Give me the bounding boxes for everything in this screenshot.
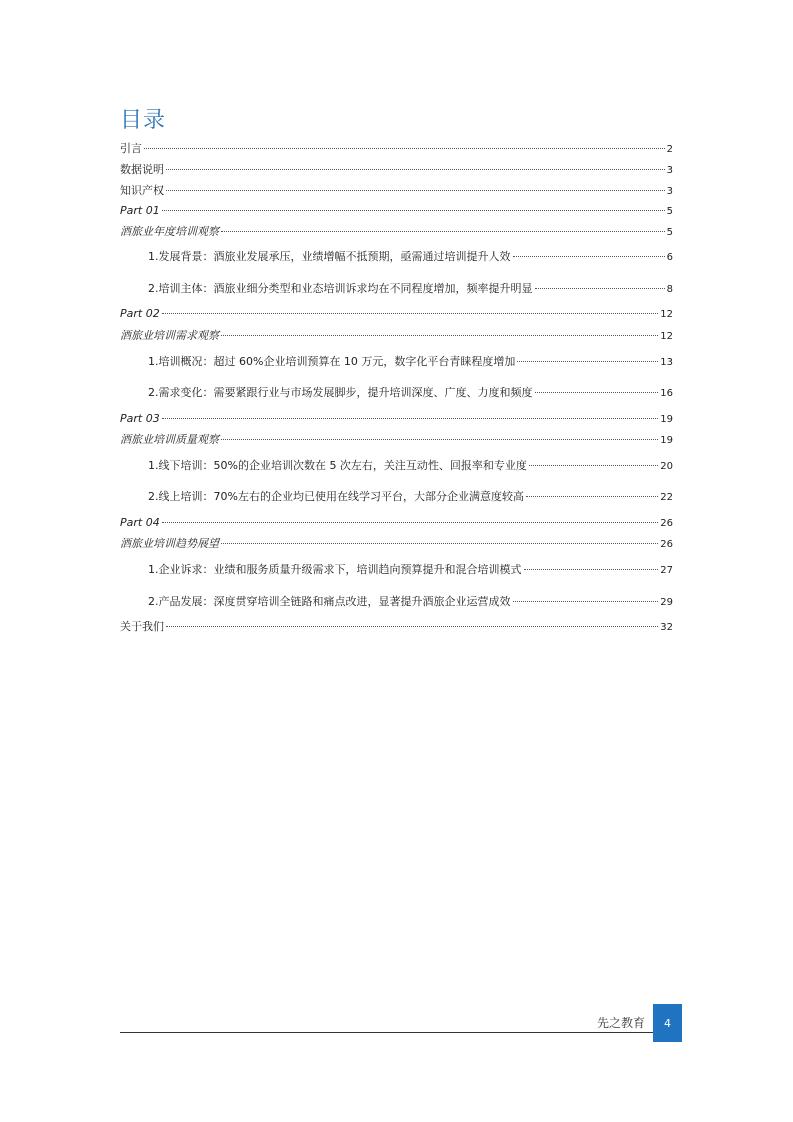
- toc-entry-page: 12: [660, 309, 673, 320]
- toc-entry-label: Part 01: [120, 204, 160, 217]
- dot-leader: [221, 543, 658, 544]
- toc-entry-section-3[interactable]: [120, 433, 673, 448]
- toc-entry-page: 5: [666, 206, 673, 217]
- toc-entry-label: 知识产权: [120, 184, 164, 197]
- toc-entry-1-1[interactable]: [148, 250, 673, 265]
- toc-entry-about-us[interactable]: [120, 620, 673, 635]
- toc-entry-3-2[interactable]: [148, 490, 673, 505]
- toc-entry-page: 3: [666, 186, 673, 197]
- toc-entry-data-notes[interactable]: [120, 163, 673, 178]
- toc-entry-label: 数据说明: [120, 163, 164, 176]
- toc-entry-section-4[interactable]: [120, 537, 673, 552]
- toc-entry-4-1[interactable]: [148, 563, 673, 578]
- dot-leader: [162, 210, 665, 211]
- toc-entry-page: 13: [660, 357, 673, 368]
- toc-entry-page: 22: [660, 492, 673, 503]
- toc-entry-1-2[interactable]: [148, 282, 673, 297]
- dot-leader: [535, 392, 659, 393]
- dot-leader: [517, 361, 658, 362]
- toc-entry-label: Part 04: [120, 516, 160, 529]
- page-title: 目录: [120, 108, 167, 133]
- toc-entry-label: 2.需求变化：需要紧跟行业与市场发展脚步，提升培训深度、广度、力度和频度: [148, 386, 533, 399]
- dot-leader: [221, 335, 658, 336]
- toc-entry-label: 酒旅业年度培训观察: [120, 225, 219, 238]
- toc-entry-page: 29: [660, 597, 673, 608]
- toc-entry-label: 关于我们: [120, 620, 164, 633]
- toc-entry-label: 2.线上培训：70%左右的企业均已使用在线学习平台，大部分企业满意度较高: [148, 490, 524, 503]
- toc-entry-page: 26: [660, 539, 673, 550]
- dot-leader: [162, 522, 659, 523]
- toc-entry-3-1[interactable]: [148, 459, 673, 474]
- toc-entry-page: 2: [666, 144, 673, 155]
- toc-entry-label: 2.培训主体：酒旅业细分类型和业态培训诉求均在不同程度增加，频率提升明显: [148, 282, 533, 295]
- toc-entry-part-02[interactable]: [120, 307, 673, 322]
- dot-leader: [144, 148, 665, 149]
- toc-entry-page: 19: [660, 435, 673, 446]
- toc-entry-label: 2.产品发展：深度贯穿培训全链路和痛点改进，显著提升酒旅企业运营成效: [148, 595, 511, 608]
- toc-entry-label: Part 03: [120, 412, 160, 425]
- dot-leader: [162, 313, 659, 314]
- toc-entry-2-1[interactable]: [148, 355, 673, 370]
- footer-brand: 先之教育: [596, 1016, 645, 1030]
- page-number-badge: 4: [653, 1004, 682, 1042]
- toc-entry-label: 1.线下培训：50%的企业培训次数在 5 次左右，关注互动性、回报率和专业度: [148, 459, 527, 472]
- toc-entry-page: 27: [660, 565, 673, 576]
- dot-leader: [513, 601, 659, 602]
- toc-entry-page: 26: [660, 518, 673, 529]
- toc-entry-page: 8: [666, 284, 673, 295]
- toc-entry-ip[interactable]: [120, 184, 673, 199]
- toc-entry-page: 16: [660, 388, 673, 399]
- toc-entry-preface[interactable]: [120, 142, 673, 157]
- toc-entry-label: Part 02: [120, 307, 160, 320]
- dot-leader: [513, 256, 665, 257]
- toc-entry-page: 3: [666, 165, 673, 176]
- toc-entry-label: 1.培训概况：超过 60%企业培训预算在 10 万元，数字化平台青睐程度增加: [148, 355, 516, 368]
- toc-entry-label: 1.企业诉求：业绩和服务质量升级需求下，培训趋向预算提升和混合培训模式: [148, 563, 522, 576]
- toc-entry-4-2[interactable]: [148, 595, 673, 610]
- toc-entry-section-2[interactable]: [120, 329, 673, 344]
- dot-leader: [535, 288, 665, 289]
- toc-entry-section-1[interactable]: [120, 225, 673, 240]
- footer-divider: [120, 1032, 653, 1033]
- toc-entry-label: 酒旅业培训需求观察: [120, 329, 219, 342]
- dot-leader: [162, 418, 659, 419]
- toc-entry-label: 酒旅业培训质量观察: [120, 433, 219, 446]
- toc-entry-page: 6: [666, 252, 673, 263]
- toc-entry-label: 引言: [120, 142, 142, 155]
- dot-leader: [221, 439, 658, 440]
- toc-entry-label: 1.发展背景：酒旅业发展承压，业绩增幅不抵预期，亟需通过培训提升人效: [148, 250, 511, 263]
- toc-entry-page: 12: [660, 331, 673, 342]
- toc-entry-2-2[interactable]: [148, 386, 673, 401]
- dot-leader: [221, 231, 665, 232]
- toc-entry-page: 32: [660, 622, 673, 633]
- dot-leader: [526, 496, 658, 497]
- dot-leader: [166, 169, 665, 170]
- toc-entry-label: 酒旅业培训趋势展望: [120, 537, 219, 550]
- toc-entry-page: 5: [666, 227, 673, 238]
- dot-leader: [529, 465, 658, 466]
- toc-entry-part-04[interactable]: [120, 516, 673, 531]
- toc-entry-page: 19: [660, 414, 673, 425]
- dot-leader: [166, 190, 665, 191]
- toc-entry-page: 20: [660, 461, 673, 472]
- dot-leader: [166, 626, 658, 627]
- toc-entry-part-01[interactable]: [120, 204, 673, 219]
- toc-entry-part-03[interactable]: [120, 412, 673, 427]
- dot-leader: [524, 569, 659, 570]
